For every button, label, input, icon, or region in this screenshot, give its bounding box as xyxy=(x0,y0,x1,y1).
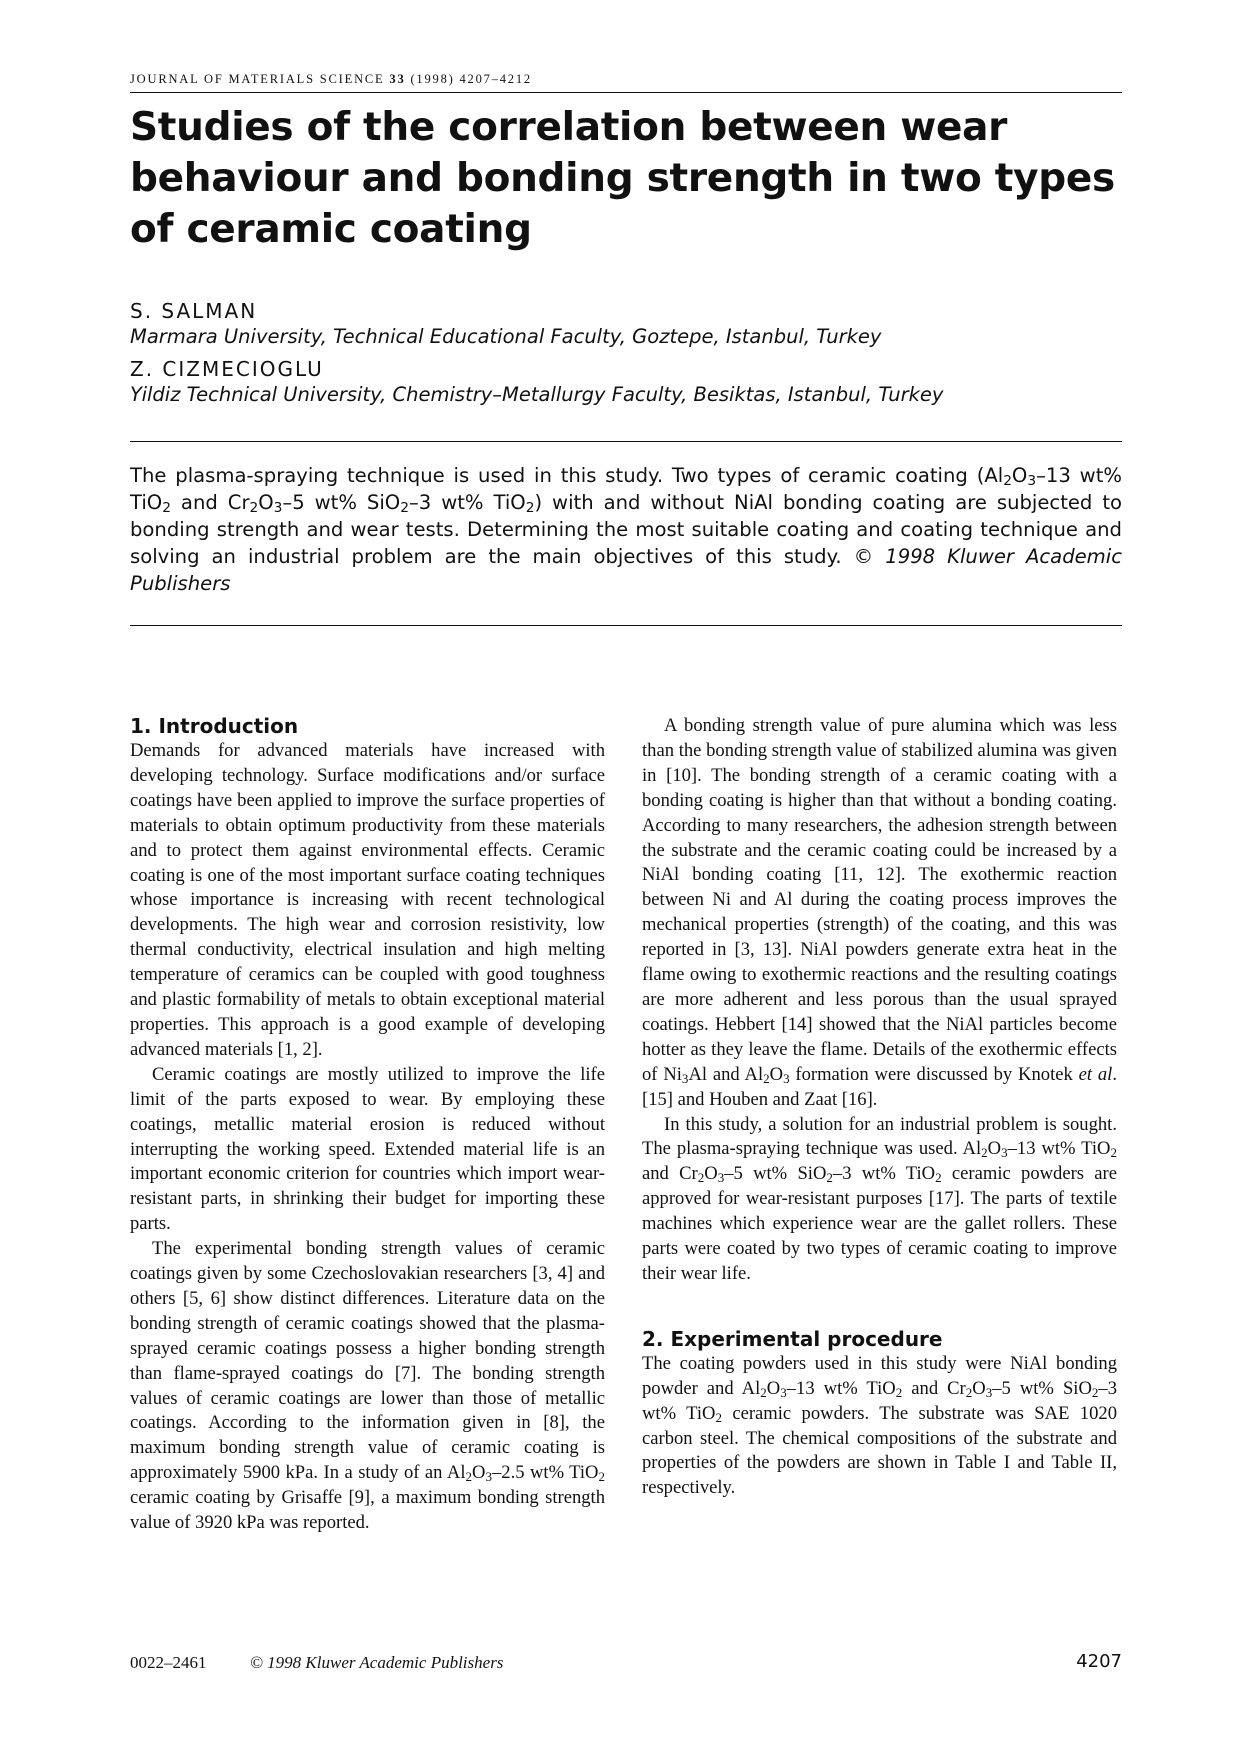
intro-paragraph-2: Ceramic coatings are mostly utilized to improve the life limit of the parts exposed to wear. By employing these coatings, metallic material erosion is reduced without interrupting the working speed. Extended material life is an important economic criterion for countries which import wear-resistant parts, in shrinking their budget for importing these parts. xyxy=(130,1063,605,1235)
abstract: The plasma-spraying technique is used in this study. Two types of ceramic coating ($Al_2O_3-13$ wt% TiO$_2$ and $Cr_2O_3-5$ wt% SiO$_2$–3 wt% TiO$_2$) with and without NiAl bonding coating are subjected to bonding strength and wear tests. Determining the most suitable coating and coating technique and solving an industrial problem are the main objectives of this study. © 1998 Kluwer Academic Publishers xyxy=(130,464,1122,595)
footer-copyright-symbol: © xyxy=(250,1653,263,1672)
section-heading-introduction: 1. Introduction xyxy=(130,714,299,738)
abstract-copyright: 1998 Kluwer Academic Publishers xyxy=(130,545,1122,595)
left-column xyxy=(130,714,605,1536)
experimental-paragraph-1: The coating powders used in this study were NiAl bonding powder and $Al_2O_3-13$ wt% TiO$_2$ and $Cr_2O_3-5$ wt% SiO$_2$–3 wt% TiO$_2$ ceramic powders. The substrate was SAE 1020 carbon steel. The chemical compositions of the substrate and properties of the powders are shown in Table I and Table II, respectively. xyxy=(642,1352,1117,1499)
intro-paragraph-1: Demands for advanced materials have increased with developing technology. Surface modifications and/or surface coatings have been applied to improve the surface properties of materials to obtain optimum productivity from these materials and to protect them against environmental effects. Ceramic coating is one of the most important surface coating techniques whose importance is increasing with recent technological developments. The high wear and corrosion resistivity, low thermal conductivity, electrical insulation and high melting temperature of ceramics can be coupled with good toughness and plastic formability of metals to obtain exceptional material properties. This approach is a good example of developing advanced materials [1, 2]. xyxy=(130,740,605,1060)
abstract-rule-top xyxy=(130,441,1122,442)
author-block xyxy=(130,298,1122,414)
author-name-2: Z. CIZMECIOGLU xyxy=(130,357,324,381)
footer-publisher: © 1998 Kluwer Academic Publishers xyxy=(250,1653,504,1672)
abstract-rule-bottom xyxy=(130,625,1122,626)
section-heading-experimental: 2. Experimental procedure xyxy=(642,1326,943,1351)
page-number: 4207 xyxy=(1076,1651,1122,1672)
author-affiliation-1: Marmara University, Technical Educational Faculty, Goztepe, Istanbul, Turkey xyxy=(130,325,882,348)
author-affiliation-2: Yildiz Technical University, Chemistry–Metallurgy Faculty, Besiktas, Istanbul, Turkey xyxy=(130,383,944,406)
header-rule xyxy=(130,92,1122,93)
footer-issn: 0022–2461 xyxy=(130,1653,207,1672)
intro-paragraph-3: The experimental bonding strength values of ceramic coatings given by some Czechoslovakian researchers [3, 4] and others [5, 6] show distinct differences. Literature data on the bonding strength of ceramic coatings showed that the plasma-sprayed ceramic coatings possess a higher bonding strength than flame-sprayed coatings do [7]. The bonding strength values of ceramic coatings are lower than those of metallic coatings. According to the information given in [8], the maximum bonding strength value of ceramic coating is approximately 5900 kPa. In a study of an $Al_2O_3-2.5$ wt% TiO$_2$ ceramic coating by Grisaffe [9], a maximum bonding strength value of 3920 kPa was reported. xyxy=(130,1238,605,1534)
paper-title: Studies of the correlation between wear behaviour and bonding strength in two types of ceramic coating xyxy=(130,105,1115,252)
intro-paragraph-4: A bonding strength value of pure alumina which was less than the bonding strength value of stabilized alumina was given in [10]. The bonding strength of a ceramic coating with a bonding coating is higher than that without a bonding coating. According to many researchers, the adhesion strength between the substrate and the ceramic coating could be increased by a NiAl bonding coating [11, 12]. The exothermic reaction between Ni and Al during the coating process improves the mechanical properties (strength) of the coating, and this was reported in [3, 13]. NiAl powders generate extra heat in the flame owing to exothermic reactions and the resulting coatings are more adherent and less porous than the usual sprayed coatings. Hebbert [14] showed that the NiAl particles become hotter as they leave the flame. Details of the exothermic effects of $Ni_3Al$ and $Al_2O_3$ formation were discussed by Knotek et al. [15] and Houben and Zaat [16]. xyxy=(642,715,1117,1110)
journal-name: JOURNAL OF MATERIALS SCIENCE xyxy=(130,72,385,86)
copyright-symbol: © xyxy=(853,545,874,568)
intro-paragraph-5: In this study, a solution for an industrial problem is sought. The plasma-spraying technique was used. $Al_2O_3-13$ wt% TiO$_2$ and $Cr_2O_3-5$ wt% SiO$_2$–3 wt% TiO$_2$ ceramic powders are approved for wear-resistant purposes [17]. The parts of textile machines which experience wear are the gallet rollers. These parts were coated by two types of ceramic coating to improve their wear life. xyxy=(642,1113,1117,1284)
journal-header xyxy=(130,72,532,87)
journal-year-pages: (1998) 4207–4212 xyxy=(410,72,532,86)
right-column xyxy=(642,714,1117,1501)
section-spacer xyxy=(642,1287,1117,1327)
author-name-1: S. SALMAN xyxy=(130,299,258,323)
journal-volume: 33 xyxy=(389,72,406,86)
